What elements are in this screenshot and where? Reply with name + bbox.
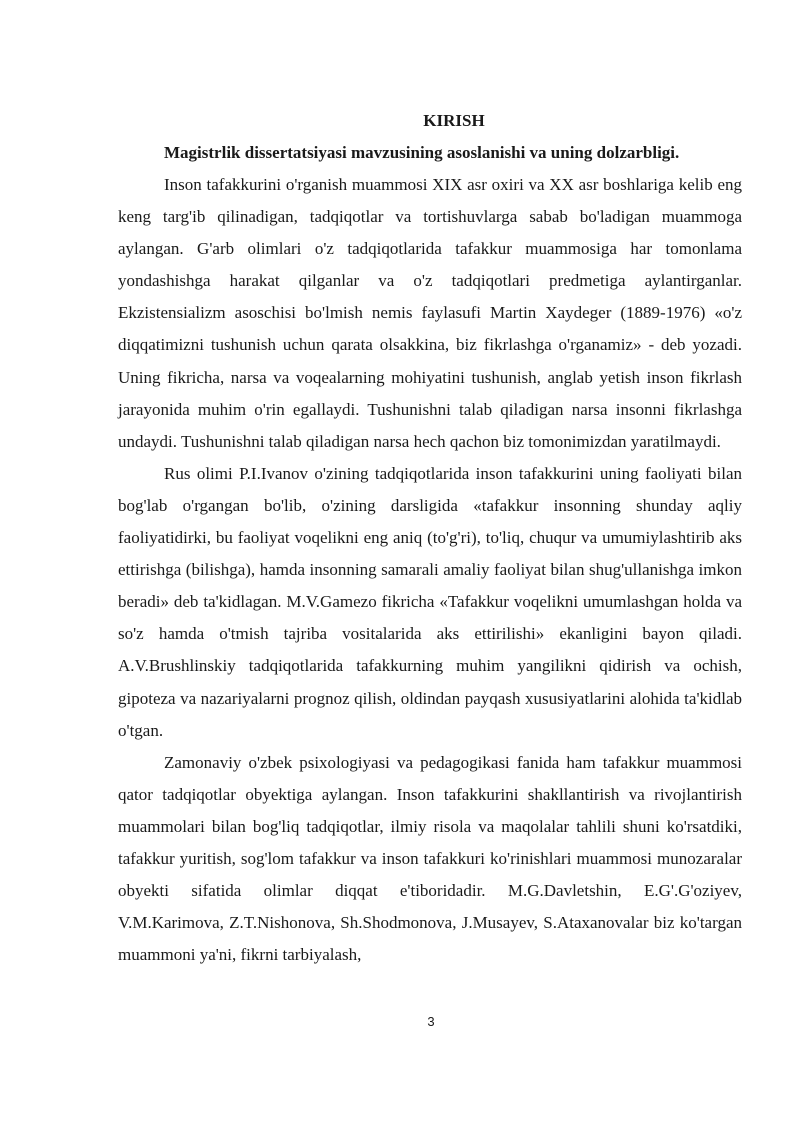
page-number: 3 — [427, 1014, 435, 1029]
paragraph-3: Zamonaviy o'zbek psixologiyasi va pedagogikasi fanida ham tafakkur muammosi qator tadqiqotlar obyektiga aylangan. Inson tafakkurini shakllantirish va rivojlantirish muammolari bilan bog'liq tadqiqotlar, ilmiy risola va maqolalar tahlili shuni ko'rsatdiki, tafakkur yuritish, sog'lom tafakkur va inson tafakkuri ko'rinishlari muammosi munozaralar obyekti sifatida olimlar diqqat e'tiboridadir. M.G.Davletshin, E.G'.G'oziyev, V.M.Karimova, Z.T.Nishonova, Sh.Shodmonova, J.Musayev, S.Ataxanovalar biz ko'targan muammoni ya'ni, fikrni tarbiyalash, — [118, 752, 742, 965]
section-subtitle: Magistrlik dissertatsiyasi mavzusining asoslanishi va uning dolzarbligi. — [164, 143, 680, 162]
document-page — [118, 104, 742, 971]
paragraph-1: Inson tafakkurini o'rganish muammosi XIX asr oxiri va XX asr boshlariga kelib eng keng targ'ib qilinadigan, tadqiqotlar va tortishuvlarga sabab bo'ladigan muammoga aylangan. G'arb olimlari o'z tadqiqotlarida tafakkur muammosiga har tomonlama yondashishga harakat qilganlar va o'z tadqiqotlari predmetiga aylantirganlar. Ekzistensializm asoschisi bo'lmish nemis faylasufi Martin Xaydeger (1889-1976) «o'z diqqatimizni tushunish uchun qarata olsakkina, biz fikrlashga o'rganamiz» - deb yozadi. Uning fikricha, narsa va voqealarning mohiyatini tushunish, anglab yetish inson fikrlash jarayonida muhim o'rin egallaydi. Tushunishni talab qiladigan narsa insonni fikrlashga undaydi. Tushunishni talab qiladigan narsa hech qachon biz tomonimizdan yaratilmaydi. — [118, 175, 742, 451]
paragraph-2: Rus olimi P.I.Ivanov o'zining tadqiqotlarida inson tafakkurini uning faoliyati bilan bog'lab o'rgangan bo'lib, o'zining darsligida «tafakkur insonning shunday aqliy faoliyatidirki, bu faoliyat voqelikni eng aniq (to'g'ri), to'liq, chuqur va umumiylashtirib aks ettirishga (bilishga), hamda insonning samarali amaliy faoliyat bilan shug'ullanishga imkon beradi» deb ta'kidlagan. M.V.Gamezo fikricha «Tafakkur voqelikni umumlashgan holda va so'z hamda o'tmish tajriba vositalarida aks ettirilishi» ekanligini bayon qiladi. A.V.Brushlinskiy tadqiqotlarida tafakkurning muhim yangilikni qidirish va ochish, gipoteza va nazariyalarni prognoz qilish, oldindan payqash xususiyatlarini alohida ta'kidlab o'tgan. — [118, 463, 742, 740]
page-title: KIRISH — [423, 111, 485, 130]
